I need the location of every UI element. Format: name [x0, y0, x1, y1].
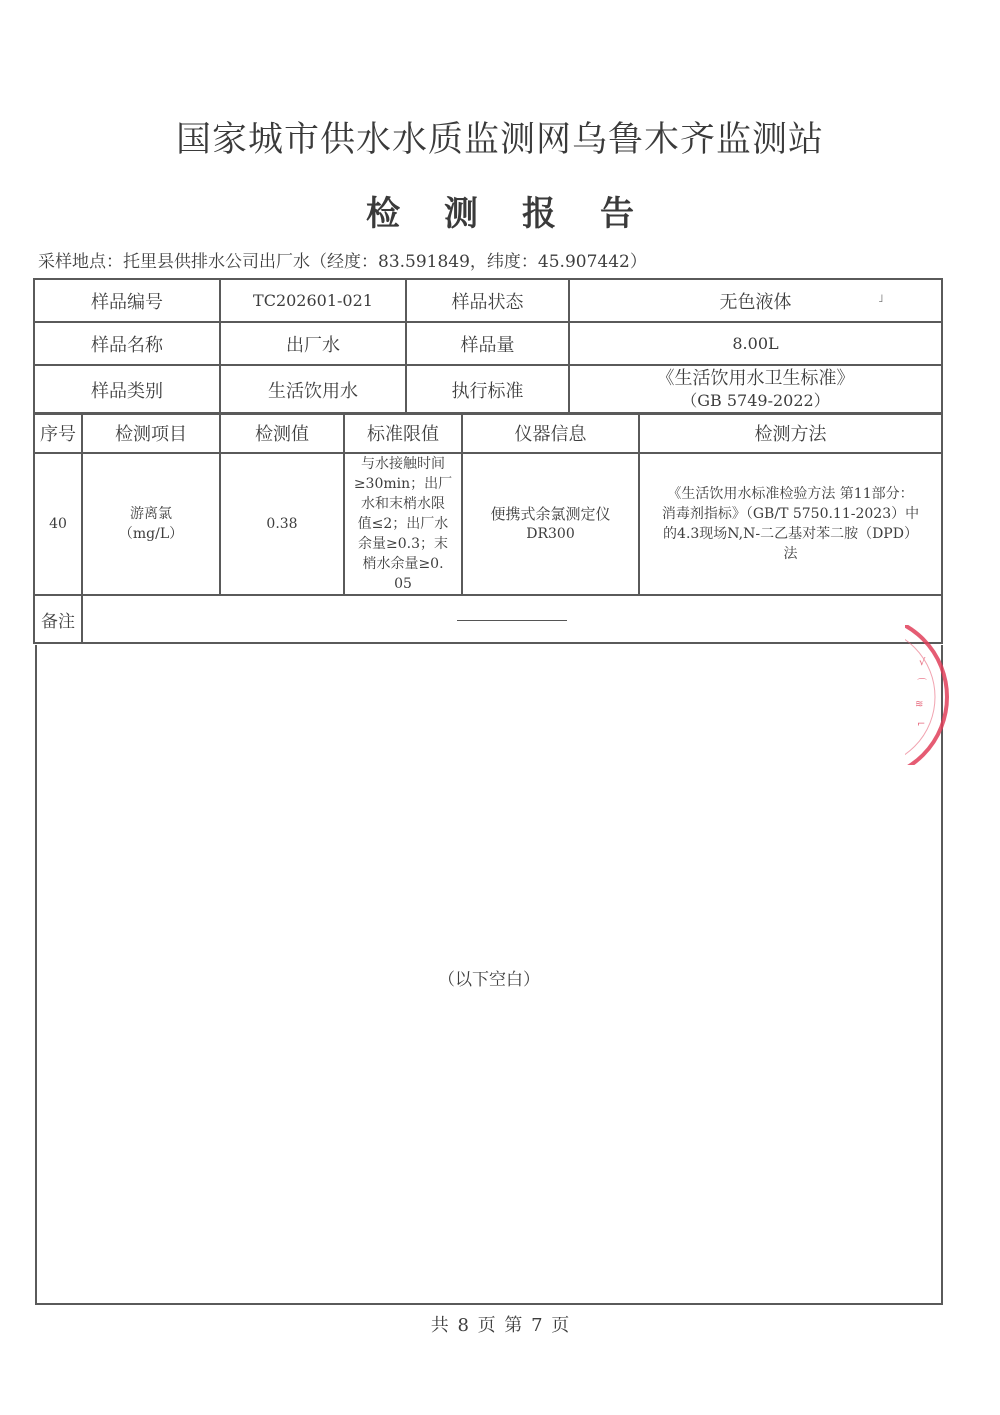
limit-line: 与水接触时间	[361, 456, 445, 472]
sample-info-table	[33, 278, 943, 415]
limit-line: 梢水余量≥0.	[362, 556, 444, 572]
sample-quantity-label: 样品量	[406, 322, 569, 365]
sample-category-value: 生活饮用水	[220, 365, 406, 414]
limit-line: ≥30min；出厂	[353, 476, 453, 492]
sampling-site: 采样地点：托里县供排水公司出厂水（经度：83.591849，纬度：45.907442）	[38, 252, 647, 272]
red-seal-stamp	[905, 625, 965, 765]
sample-state-value: 无色液体	[569, 279, 942, 322]
sample-category-label: 样品类别	[34, 365, 220, 414]
sample-number-label: 样品编号	[34, 279, 220, 322]
row-method	[639, 453, 942, 595]
instrument-model: DR300	[526, 526, 575, 542]
limit-line: 值≤2；出厂水	[357, 516, 449, 532]
row-instrument	[462, 453, 639, 595]
sample-quantity-value: 8.00L	[569, 322, 942, 365]
results-header-row	[34, 413, 942, 453]
row-item	[82, 453, 220, 595]
standard-label: 执行标准	[406, 365, 569, 414]
table-row	[34, 453, 942, 595]
results-table	[33, 412, 943, 644]
standard-value	[569, 365, 942, 414]
page-number: 共 8 页 第 7 页	[430, 1315, 570, 1336]
method-line: 消毒剂指标》（GB/T 5750.11-2023）中	[661, 506, 920, 522]
blank-note: （以下空白）	[438, 970, 540, 990]
method-line: 法	[783, 546, 798, 562]
sample-name-label: 样品名称	[34, 322, 220, 365]
svg-text:⌐: ⌐	[917, 719, 926, 730]
limit-line: 余量≥0.3；末	[358, 536, 448, 552]
limit-line: 水和末梢水限	[361, 496, 445, 512]
row-item-name: 游离氯	[130, 506, 172, 522]
svg-text:√: √	[919, 657, 926, 668]
method-line: 《生活饮用水标准检验方法 第11部分：	[667, 486, 914, 502]
limit-line: 05	[394, 576, 412, 592]
header-item: 检测项目	[82, 413, 220, 453]
pen-tick-mark: ˩	[878, 292, 884, 305]
standard-value-line1: 《生活饮用水卫生标准》	[656, 367, 855, 389]
remarks-dash	[457, 620, 567, 621]
remarks-row	[34, 595, 942, 643]
row-value: 0.38	[220, 453, 344, 595]
sample-number-value: TC202601-021	[220, 279, 406, 322]
standard-value-line2: （GB 5749-2022）	[681, 390, 830, 410]
header-limit: 标准限值	[344, 413, 462, 453]
remarks-value	[82, 595, 942, 643]
sample-state-label: 样品状态	[406, 279, 569, 322]
row-item-unit: （mg/L）	[118, 526, 184, 542]
header-index: 序号	[34, 413, 82, 453]
row-limit	[344, 453, 462, 595]
report-title: 检测报告	[366, 194, 678, 234]
header-method: 检测方法	[639, 413, 942, 453]
blank-area	[35, 645, 943, 1305]
header-value: 检测值	[220, 413, 344, 453]
remarks-label: 备注	[34, 595, 82, 643]
organization-name: 国家城市供水水质监测网乌鲁木齐监测站	[175, 120, 824, 160]
row-index: 40	[34, 453, 82, 595]
svg-text:≋: ≋	[915, 699, 924, 710]
method-line: 的4.3现场N,N-二乙基对苯二胺（DPD）	[663, 526, 918, 542]
svg-text:⌒: ⌒	[917, 679, 927, 690]
header-instrument: 仪器信息	[462, 413, 639, 453]
sample-name-value: 出厂水	[220, 322, 406, 365]
instrument-name: 便携式余氯测定仪	[490, 505, 611, 523]
